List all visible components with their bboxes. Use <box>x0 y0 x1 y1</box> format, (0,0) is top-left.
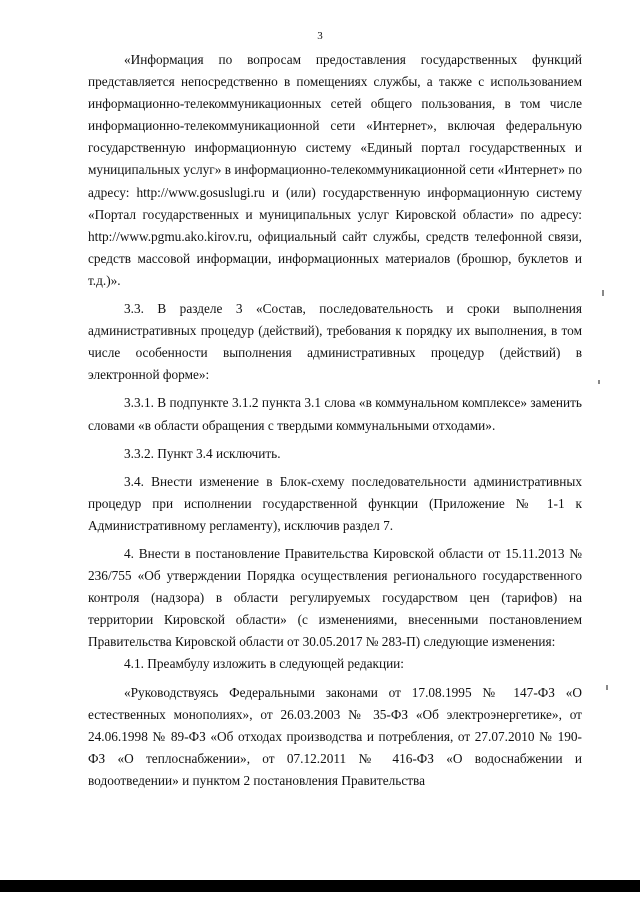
paragraph-3-3-1: 3.3.1. В подпункте 3.1.2 пункта 3.1 слова «в коммунальном комплексе» заменить словами «в области обращения с твердыми коммунальными отходами». <box>88 395 582 433</box>
paragraph-4: 4. Внести в постановление Правительства Кировской области от 15.11.2013 № 236/755 «Об утверждении Порядка осуществления регионального государственного контроля (надзора) в области регулируемых государством цен (тарифов) на территории Кировской области» (с изменениями, внесенными постановлением Правительства Кировской области от 30.05.2017 № 283-П) следующие изменения: <box>88 545 582 650</box>
paragraph-4-1: 4.1. Преамбулу изложить в следующей редакции: <box>124 656 404 672</box>
scan-speck <box>598 380 600 384</box>
scan-bottom-edge <box>0 880 640 892</box>
paragraph-3-3-2: 3.3.2. Пункт 3.4 исключить. <box>124 445 281 461</box>
paragraph-preamble: «Руководствуясь Федеральными законами от 17.08.1995 № 147-ФЗ «О естественных монополиях», от 26.03.2003 № 35-ФЗ «Об электроэнергетике», от 24.06.1998 № 89-ФЗ «Об отходах производства и потребления, от 27.07.2010 № 190-ФЗ «О теплоснабжении», от 07.12.2011 № 416-ФЗ «О водоснабжении и водоотведении» и пунктом 2 постановления Правительства <box>88 684 582 788</box>
paragraph-3-3: 3.3. В разделе 3 «Состав, последовательность и сроки выполнения административных процедур (действий), требования к порядку их выполнения, в том числе особенности выполнения административных процедур (действий) в электронной форме»: <box>88 301 582 383</box>
paragraph-3-4: 3.4. Внести изменение в Блок-схему последовательности административных процедур при исполнении государственной функции (Приложение № 1-1 к Административному регламенту), исключив раздел 7. <box>88 473 582 533</box>
scan-speck <box>606 685 608 690</box>
paragraph-information: «Информация по вопросам предоставления государственных функций представляется непосредственно в помещениях службы, а также с использованием информационно-телекоммуникационных сетей общего пользования, в том числе информационно-телекоммуникационной сети «Интернет», включая федеральную государственную информационную систему «Единый портал государственных и муниципальных услуг» в информационно-телекоммуникационной сети «Интернет» по адресу: http://www.gosuslugi.ru и (или) государственную информационную систему «Портал государственных и муниципальных услуг Кировской области» по адресу: http://www.pgmu.ako.kirov.ru, официальный сайт службы, средств телефонной связи, средств массовой информации, информационных материалов (брошюр, буклетов и т.д.)». <box>88 52 582 288</box>
scan-speck <box>602 290 604 296</box>
document-body <box>88 49 582 792</box>
page-number: 3 <box>317 30 323 42</box>
